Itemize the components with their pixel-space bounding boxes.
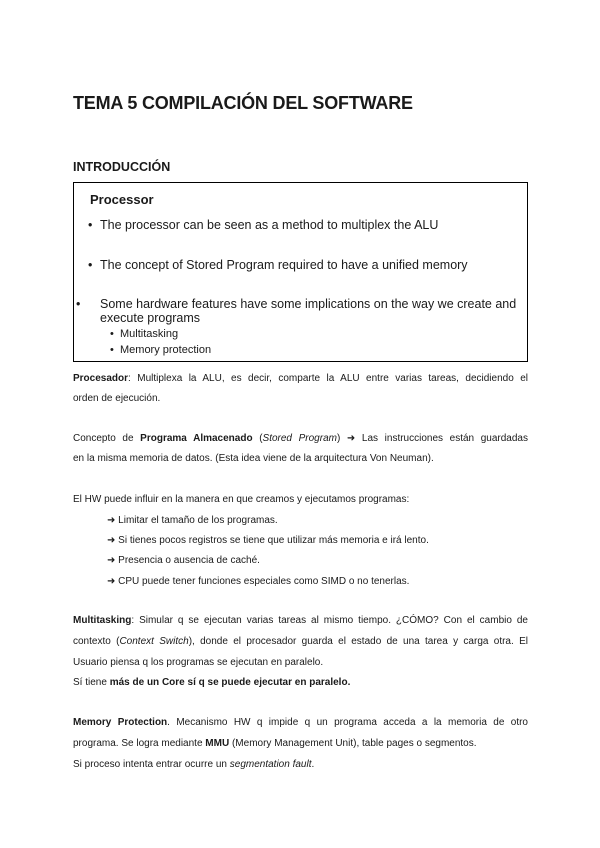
procesador-paragraph: Procesador: Multiplexa la ALU, es decir, comparte la ALU entre varias tareas, decidiendo el (73, 373, 528, 384)
memory-protection-paragraph: Memory Protection. Mecanismo HW q impide q un programa acceda a la memoria de otro (73, 717, 528, 728)
hw-intro: El HW puede influir en la manera en que creamos y ejecutamos programas: (73, 494, 410, 505)
memory-protection-paragraph-cont: Si proceso intenta entrar ocurre un segmentation fault. (73, 759, 315, 770)
memory-protection-paragraph-cont: programa. Se logra mediante MMU (Memory Management Unit), table pages o segmentos. (73, 738, 477, 749)
slide-sub-bullet: • Memory protection (110, 344, 212, 356)
section-heading: INTRODUCCIÓN (73, 160, 171, 174)
slide-heading: Processor (90, 192, 154, 207)
hw-list-item: ➜ Presencia o ausencia de caché. (107, 555, 260, 566)
multitasking-paragraph: Multitasking: Simular q se ejecutan varias tareas al mismo tiempo. ¿CÓMO? Con el cambio de (73, 615, 528, 626)
slide-bullet: • Some hardware features have some implications on the way we create and execute programs (76, 297, 517, 325)
slide-bullet: • The concept of Stored Program required to have a unified memory (88, 258, 468, 272)
hw-list-item: ➜ Si tienes pocos registros se tiene que utilizar más memoria e irá lento. (107, 535, 429, 546)
hw-list-item: ➜ CPU puede tener funciones especiales como SIMD o no tenerlas. (107, 576, 410, 587)
slide-sub-bullet: • Multitasking (110, 328, 179, 340)
multitasking-paragraph-cont: Usuario piensa q los programas se ejecutan en paralelo. (73, 657, 324, 668)
programa-paragraph: Concepto de Programa Almacenado (Stored Program) ➜ Las instrucciones están guardadas (73, 433, 528, 444)
page-title: TEMA 5 COMPILACIÓN DEL SOFTWARE (73, 93, 413, 113)
multitasking-paragraph-cont: contexto (Context Switch), donde el procesador guarda el estado de una tarea y carga otra. El (73, 636, 528, 647)
slide-bullet: • The processor can be seen as a method to multiplex the ALU (88, 218, 439, 232)
procesador-paragraph-cont: orden de ejecución. (73, 393, 161, 404)
processor-slide-box (73, 182, 528, 362)
multitasking-paragraph-cont: Sí tiene más de un Core sí q se puede ejecutar en paralelo. (73, 677, 351, 688)
programa-paragraph-cont: en la misma memoria de datos. (Esta idea viene de la arquitectura Von Neuman). (73, 453, 434, 464)
hw-list-item: ➜ Limitar el tamaño de los programas. (107, 515, 278, 526)
